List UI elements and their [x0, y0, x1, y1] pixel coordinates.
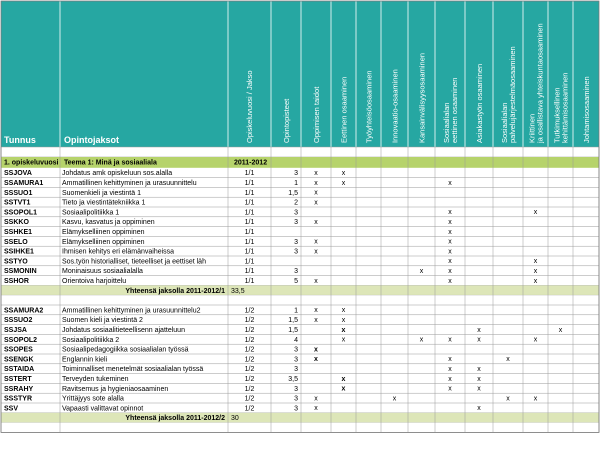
course-credits: 2	[294, 199, 298, 207]
course-code: SSSTYR	[4, 395, 33, 403]
column-header-competence: Johtamisosaaminen	[582, 76, 591, 143]
total-value: 30	[231, 415, 239, 423]
course-name: Sosiaalipolitiikka 1	[62, 209, 120, 217]
competence-mark: x	[477, 405, 481, 413]
course-credits: 3,5	[288, 376, 298, 383]
course-code: SSAMURA1	[4, 180, 44, 187]
course-code: SSOPES	[4, 346, 33, 354]
course-code: SSIHKE1	[4, 248, 34, 256]
course-code: SSTYO	[4, 258, 28, 266]
competence-mark: x	[477, 326, 481, 334]
column-header-competence: Kriittinen	[527, 113, 537, 143]
course-name: Moninaisuus sosiaalialalla	[62, 268, 143, 276]
column-header-competence: palvelujärjestelmäosaaminen	[508, 46, 517, 143]
course-credits: 3	[294, 268, 298, 276]
competence-mark: x	[314, 317, 318, 324]
course-period: 1/1	[244, 278, 255, 285]
course-credits: 3	[294, 170, 298, 178]
course-credits: 1,5	[288, 327, 298, 334]
competence-mark: x	[533, 336, 538, 344]
competence-mark: x	[448, 219, 452, 226]
competence-mark: x	[314, 199, 318, 207]
total-row	[1, 285, 599, 295]
total-value: 33,5	[231, 287, 245, 295]
course-name: Ihmisen kehitys eri elämänvaiheissa	[62, 248, 175, 256]
column-header-competence: Sosiaalialan	[442, 102, 451, 143]
course-period: 1/1	[244, 219, 255, 227]
competence-mark: x	[419, 268, 424, 275]
column-header-competence: eettinen osaaminen	[450, 77, 459, 143]
course-code: SSKKO	[4, 219, 29, 227]
course-name: Ravitsemus ja hygieniaosaaminen	[62, 385, 169, 393]
course-code: SSV	[4, 405, 19, 413]
course-credits: 1,5	[288, 317, 298, 325]
course-credits: 3	[294, 395, 298, 403]
competence-mark: x	[506, 356, 510, 364]
course-period: 1/1	[244, 180, 255, 187]
course-code: SSJSA	[4, 327, 27, 334]
course-credits: 3	[294, 356, 298, 364]
course-credits: 4	[294, 336, 298, 344]
competence-mark: x	[314, 219, 318, 226]
competence-mark: x	[448, 258, 452, 266]
course-name: Sosiaalipedagogiikka sosiaalialan työssä	[62, 346, 189, 354]
course-code: SSSUO2	[4, 317, 33, 325]
competence-mark: x	[448, 238, 452, 246]
course-code: SSAMURA2	[4, 307, 44, 315]
column-header-competence: Työyhteisöosaaminen	[364, 70, 374, 143]
course-name: Tieto ja viestintätekniikka 1	[62, 199, 146, 207]
competence-mark: x	[314, 356, 318, 364]
course-name: Sos.työn historialliset, tieteelliset ja eettiset läh	[62, 258, 206, 266]
course-period: 1/1	[244, 209, 255, 217]
competence-mark: x	[314, 405, 318, 413]
course-period: 1/2	[244, 376, 255, 383]
competence-mark: x	[341, 375, 346, 383]
competence-mark: x	[341, 317, 346, 324]
column-header-competence: Eettinen osaaminen	[339, 76, 349, 143]
course-period: 1/2	[244, 336, 255, 344]
competence-mark: x	[341, 179, 346, 187]
column-header-competence: Innovaatio-osaaminen	[390, 69, 400, 143]
competence-mark: x	[477, 336, 481, 344]
competence-mark: x	[341, 170, 346, 177]
course-code: SSOPOL2	[4, 336, 38, 344]
course-credits: 3	[294, 366, 298, 374]
course-credits: 1	[294, 307, 298, 315]
course-period: 1/1	[244, 189, 255, 197]
course-credits: 3	[294, 238, 298, 246]
course-name: Johdatus amk opiskeluun sos.alalla	[62, 170, 173, 178]
course-period: 1/2	[244, 327, 255, 334]
course-code: SSRAHY	[4, 385, 34, 393]
course-code: SSTAIDA	[4, 366, 35, 374]
course-period: 1/2	[244, 385, 255, 393]
competence-mark: x	[314, 238, 318, 246]
blank-row	[1, 423, 599, 433]
course-credits: 3	[294, 248, 298, 256]
column-header-opiskeluvuosi: Opiskeluvuosi / Jakso	[245, 70, 254, 143]
course-period: 1/1	[244, 258, 255, 266]
course-code: SSHKE1	[4, 229, 33, 236]
competence-mark: x	[419, 336, 424, 344]
course-name: Elämykselliinen oppiminen	[62, 229, 145, 236]
column-header-competence: ja osallistava yhteiskuntaosaaminen	[535, 23, 545, 143]
course-name: Kasvu, kasvatus ja oppiminen	[62, 219, 155, 227]
course-period: 1/2	[244, 317, 255, 325]
course-code: SSHOR	[4, 278, 29, 285]
course-credits: 5	[294, 278, 298, 285]
column-header-competence: Asiakastyön osaaminen	[475, 63, 484, 143]
competence-mark: x	[314, 395, 318, 403]
competence-mark: x	[392, 395, 397, 403]
competence-mark: x	[506, 395, 510, 403]
competence-mark: x	[533, 268, 538, 275]
course-name: Suomen kieli ja viestintä 2	[62, 317, 143, 325]
column-header-competence: Kansainvälisyysosaaminen	[417, 52, 427, 143]
course-name: Sosiaalipolitiikka 2	[62, 336, 120, 344]
course-period: 1/2	[244, 346, 255, 354]
course-code: SSTERT	[4, 376, 32, 383]
blank-row	[1, 295, 599, 305]
total-label: Yhteensä jaksolla 2011-2012/1	[125, 287, 225, 295]
competence-mark: x	[533, 277, 538, 285]
course-code: SSTVT1	[4, 199, 31, 207]
course-name: Vapaasti valittavat opinnot	[62, 405, 144, 413]
course-name: Elämykselliinen oppiminen	[62, 238, 145, 246]
competence-mark: x	[448, 366, 452, 373]
course-name: Orientoiva harjoittelu	[62, 278, 127, 285]
course-period: 1/2	[244, 366, 255, 374]
competence-mark: x	[448, 385, 452, 393]
competence-mark: x	[314, 346, 318, 354]
competence-mark: x	[477, 375, 481, 383]
course-code: SSELO	[4, 238, 28, 246]
course-name: Suomenkieli ja viestintä 1	[62, 189, 141, 197]
course-period: 1/2	[244, 395, 255, 403]
section-theme: Teema 1: Minä ja sosiaaliala	[64, 159, 157, 167]
course-code: SSJOVA	[4, 170, 32, 178]
competence-mark: x	[314, 170, 318, 177]
spacer-row	[1, 147, 599, 157]
competence-mark: x	[341, 326, 346, 334]
column-header-competence: Tutkimuksellinen	[552, 87, 562, 143]
competence-mark: x	[448, 277, 452, 285]
course-name: Toiminnalliset menetelmät sosiaalialan työssä	[62, 366, 204, 374]
course-name: Ammatillinen kehittyminen ja urasuunnittelu2	[62, 307, 201, 315]
course-name: Terveyden tukeminen	[62, 376, 129, 383]
competence-mark: x	[477, 366, 481, 373]
course-code: SSMONIN	[4, 268, 37, 276]
competence-mark: x	[533, 395, 538, 403]
competence-mark: x	[341, 307, 346, 315]
competence-mark: x	[314, 277, 318, 285]
competence-mark: x	[448, 336, 452, 344]
competence-mark: x	[558, 326, 563, 334]
course-period: 1/1	[244, 199, 255, 207]
course-name: Englannin kieli	[62, 356, 108, 364]
course-period: 1/1	[244, 229, 255, 236]
course-name: Ammatillinen kehittyminen ja urasuunnittelu	[62, 180, 197, 187]
total-row	[1, 413, 599, 423]
column-header-competence: Opintopisteet	[282, 98, 291, 143]
competence-mark: x	[341, 336, 346, 344]
competence-mark: x	[533, 258, 538, 266]
competence-mark: x	[448, 268, 452, 275]
course-credits: 3	[294, 219, 298, 227]
competence-mark: x	[314, 307, 318, 315]
column-header-competence: kehittämisosaaminen	[560, 72, 570, 143]
competence-mark: x	[533, 209, 538, 217]
competence-mark: x	[477, 385, 481, 393]
column-header-competence: Sosiaalialan	[500, 102, 509, 143]
course-period: 1/2	[244, 356, 255, 364]
course-credits: 3	[294, 385, 298, 393]
course-period: 1/2	[244, 405, 255, 413]
competence-mark: x	[448, 209, 452, 217]
course-name: Johdatus sosiaalitieteellisenn ajatteluun	[62, 327, 185, 334]
course-credits: 3	[294, 405, 298, 413]
course-period: 1/1	[244, 248, 255, 256]
course-code: SSENGK	[4, 356, 34, 364]
section-year: 1. opiskeluvuosi	[4, 159, 59, 167]
course-period: 1/1	[244, 238, 255, 246]
course-credits: 1,5	[288, 189, 298, 197]
course-code: SSSUO1	[4, 189, 33, 197]
section-period: 2011-2012	[234, 159, 268, 167]
course-code: SSOPOL1	[4, 209, 38, 217]
competence-mark: x	[448, 375, 452, 383]
course-credits: 3	[294, 209, 298, 217]
competence-mark: x	[448, 228, 452, 236]
course-period: 1/2	[244, 307, 255, 315]
column-header-tunnus: Tunnus	[4, 135, 36, 145]
course-period: 1/1	[244, 268, 255, 276]
column-header-opintojaksot: Opintojaksot	[64, 135, 120, 145]
competence-mark: x	[448, 179, 452, 187]
competence-mark: x	[448, 248, 452, 256]
course-credits: 1	[294, 180, 298, 187]
course-credits: 3	[294, 346, 298, 354]
course-name: Yrittäjyys sote alalla	[62, 395, 124, 403]
competence-mark: x	[314, 179, 318, 187]
competence-mark: x	[341, 385, 346, 393]
competence-mark: x	[314, 189, 318, 197]
column-header-competence: Oppimisen taidot	[312, 86, 321, 143]
course-period: 1/1	[244, 170, 255, 178]
total-label: Yhteensä jaksolla 2011-2012/2	[125, 415, 225, 423]
competence-mark: x	[448, 356, 452, 364]
competence-mark: x	[314, 248, 318, 256]
